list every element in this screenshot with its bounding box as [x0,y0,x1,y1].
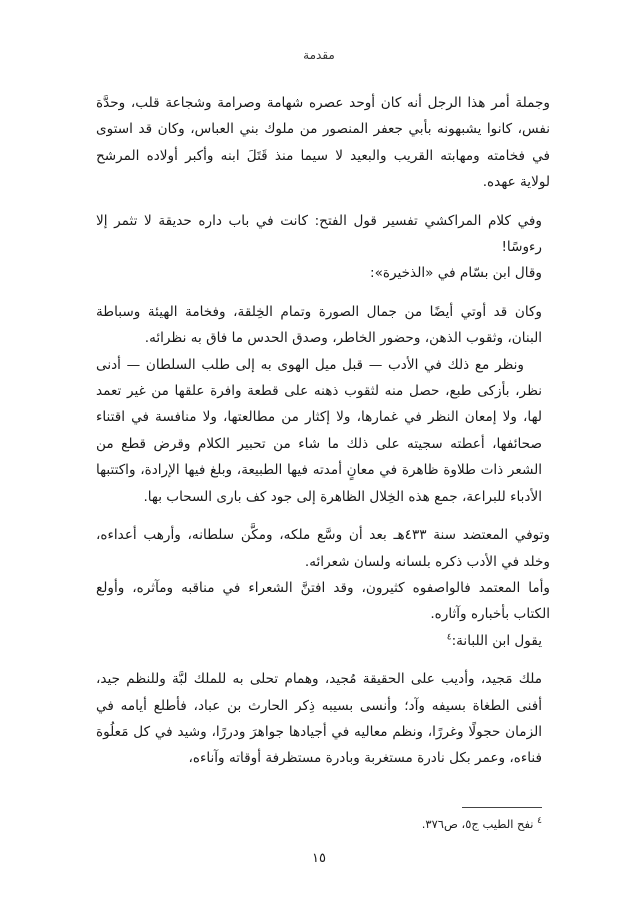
footnote-marker: ٤ [446,632,452,643]
paragraph-ibn-bassam-intro: وقال ابن بسّام في «الذخيرة»: [370,265,542,282]
paragraph-marrakushi-quote: وفي كلام المراكشي تفسير قول الفتح: كانت في باب داره حديقة لا تثمر إلا رءوسًا! [96,212,542,256]
paragraph-appearance: وكان قد أوتي أيضًا من جمال الصورة وتمام الخِلقة، وفخامة الهيئة وسباطة البنان، وثقوب الذهن، وحضور الخاطر، وصدق الحدس ما فاق به نظرائه. [96,303,542,347]
paragraph-mutamid-intro: وأما المعتمد فالواصفوه كثيرون، وقد افتنَّ الشعراء في مناقبه ومآثره، وأولع الكتاب بأخباره وآثاره. [96,579,550,623]
paragraph-ibn-labbana-intro [96,628,542,654]
paragraph-quoted-praise: ملك مَجيد، وأديب على الحقيقة مُجيد، وهمام تحلى به للملك لبَّة وللنظم جيد، أفنى الطغاة بسيفه وآد؛ وأنسى بسيبه ذِكر الحارث بن عباد، فأطلع أيامه في الزمان حجولًا وغررًا، ونظم معاليه في أجيادها جواهرَ ودررًا، وشيد في كل مَعلُوة فناءه، وعمر بكل نادرة مستغربة وبادرة مستظرفة أوقاته وآناءه، [96,671,542,767]
page-number: ١٥ [312,851,326,866]
paragraph-mutadid-description: وجملة أمر هذا الرجل أنه كان أوحد عصره شهامة وصرامة وشجاعة قلب، وحدَّة نفس، كانوا يشبهونه بأبي جعفر المنصور من ملوك بني العباس، وكان قد استوى في فخامته ومهابته القريب والبعيد لا سيما منذ قَتَلَ ابنه وأكبر أولاده المرشح لولاية عهده. [96,95,550,191]
footnote [242,813,542,832]
footnote-text: نفح الطيب ج٥، ص٣٧٦. [421,816,534,831]
running-header: مقدمة [303,48,335,62]
paragraph-literature: ونظر مع ذلك في الأدب — قبل ميل الهوى به إلى طلب السلطان — أدنى نظر، بأزكى طبع، حصل منه لثقوب ذهنه على قطعة وافرة علقها من غير تعمد لها، ولا إمعان النظر في غمارها، ولا إكثار من مطالعتها، ولا منافسة في اقتناء صحائفها، أعطته سجيته على ذلك ما شاء من تحبير الكلام وقرض قطع من الشعر ذات طلاوة ظاهرة في معانٍ أمدته فيها الطبيعة، وبلغ فيها الإرادة، واكتتبها الأدباء للبراعة، جمع هذه الخِلال الظاهرة إلى جود كف بارى السحاب بها. [96,356,542,505]
body-text [96,90,550,772]
ibn-labbana-intro-text: يقول ابن اللبانة: [451,632,542,649]
footnote-number: ٤ [537,816,542,826]
footnote-divider [462,807,542,808]
paragraph-death: وتوفي المعتضد سنة ٤٣٣هـ بعد أن وسَّع ملكه، ومكَّن سلطانه، وأرهب أعداءه، وخلد في الأدب ذكره بلسانه ولسان شعرائه. [96,527,550,570]
